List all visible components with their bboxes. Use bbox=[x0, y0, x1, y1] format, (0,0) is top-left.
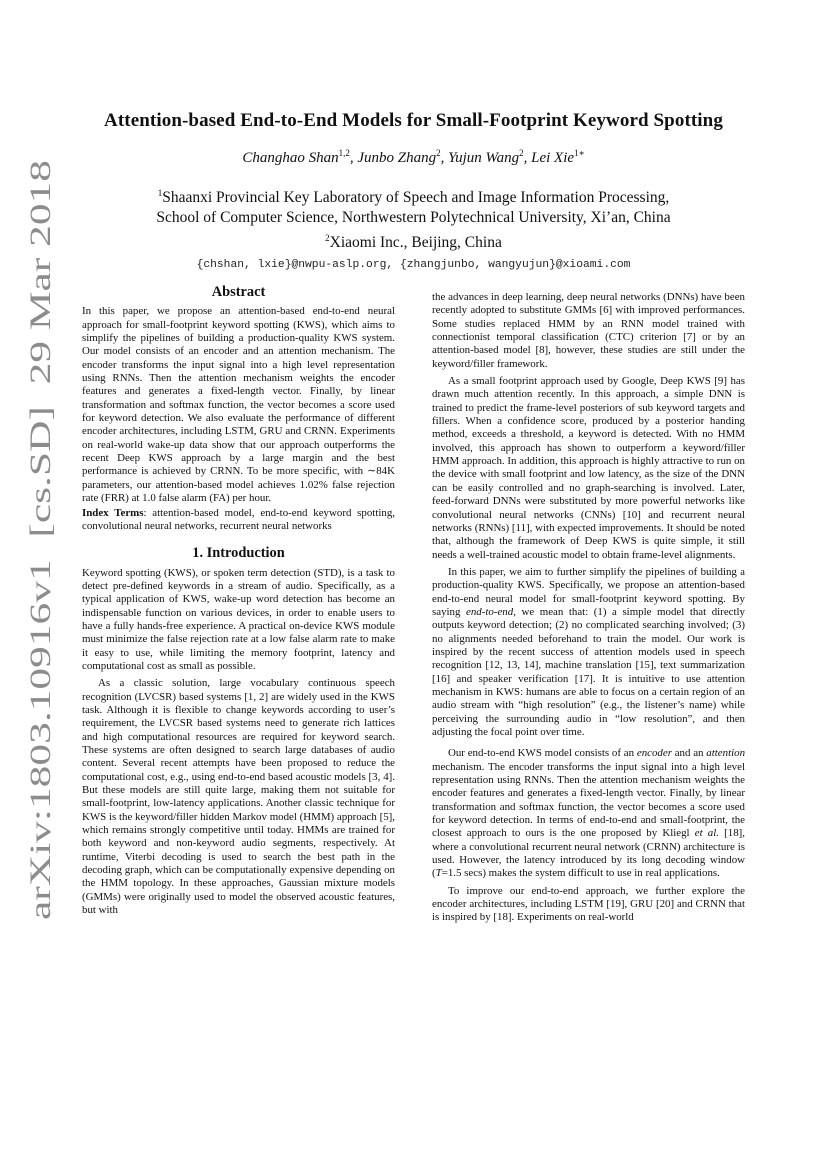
arxiv-stamp bbox=[18, 160, 60, 920]
author-separator: , bbox=[440, 150, 449, 166]
text-run: , we mean that: (1) a simple model that directly outputs keyword detection; (2) no complicated searching involved; (3) no alignments needed beforehand to train the model. Our work is inspired by the recent success of attention models used in speech recognition [12, 13, 14], machine translation [15], text summarization [16] and speaker verification [17]. It is intuitive to use attention mechanism in KWS: humans are able to focus on a certain region of an audio stream with “high resolution” (e.g., the listener’s name) while perceiving the surrounding audio in “low resolution”, and then adjusting the focal point over time. bbox=[432, 605, 745, 738]
introduction-heading: 1. Introduction bbox=[192, 545, 285, 562]
emphasis: encoder bbox=[636, 747, 672, 760]
text-run: =1.5 secs) makes the system difficult to use in real applications. bbox=[441, 867, 720, 880]
intro-paragraph: Keyword spotting (KWS), or spoken term detection (STD), is a task to detect pre-defined keywords in a stream of audio. Specifically, as a typical application of KWS, wake-up word detection has become an indispensable function on various devices, in order to enable users to have a fully hands-free experience. A practical on-device KWS module must minimize the false rejection rate at a low false alarm rate to make it easy to use, while limiting the memory footprint, latency and computational cost as small as possible. bbox=[82, 566, 395, 672]
author-separator: , bbox=[349, 150, 358, 166]
author-name: Junbo Zhang bbox=[357, 150, 437, 166]
intro-paragraph: the advances in deep learning, deep neural networks (DNNs) have been recently adopted to substitute GMMs [6] with improved performances. Some studies replaced HMM by an RNN model trained with connectionist temporal classification (CTC) criterion [7] or by an attention-based model [8], however, these studies are still under the keyword/filler framework. bbox=[432, 291, 745, 370]
text-run: In this paper, we aim to further simplify the pipelines of building a production-quality KWS. Specifically, we propose an attention-based end-to-end neural model for small-footprint keyword spotting. By saying bbox=[432, 565, 745, 618]
author-name: Yujun Wang bbox=[448, 150, 520, 166]
affiliation-text: Shaanxi Provincial Key Laboratory of Speech and Image Information Processing, bbox=[162, 189, 670, 207]
paper-header bbox=[70, 110, 757, 271]
affiliation-sup: 2 bbox=[325, 233, 330, 244]
intro-paragraph: To improve our end-to-end approach, we further explore the encoder architectures, including LSTM [19], GRU [20] and CRNN that is inspired by [18]. Experiments on real-world bbox=[432, 884, 745, 924]
author-list bbox=[70, 148, 757, 167]
author-affil-sup: 2 bbox=[519, 148, 524, 158]
author-affil-sup: 1∗ bbox=[574, 148, 585, 158]
author-separator: , bbox=[523, 150, 532, 166]
intro-paragraph: As a small footprint approach used by Google, Deep KWS [9] has drawn much attention recently. In this approach, a simple DNN is trained to predict the frame-level posteriors of sub keyword targets and fillers. When a confidence score, produced by a posterior handing method, exceeds a threshold, a keyword is detected. With no HMM involved, this approach has shown to outperform a keyword/filler HMM approach. In addition, this approach is highly attractive to run on the device with small footprint and low latency, as the size of the DNN can be easily controlled and no graph-searching is involved. Later, feed-forward DNNs were substituted by more powerful networks like convolutional neural networks (CNNs) [10] and recurrent neural networks (RNNs) [11], with expected improvements. It should be noted that, although the framework of Deep KWS is quite simple, it still needs a well-trained acoustic model to obtain frame-level alignments. bbox=[432, 375, 745, 561]
right-column bbox=[432, 291, 745, 925]
emphasis: attention bbox=[706, 747, 746, 760]
emphasis: T bbox=[435, 867, 442, 880]
author-emails: {chshan, lxie}@nwpu-aslp.org, {zhangjunbo, wangyujun}@xioami.com bbox=[196, 259, 631, 272]
author-name: Lei Xie bbox=[531, 150, 575, 166]
text-run: Our end-to-end KWS model consists of an bbox=[448, 747, 637, 760]
arxiv-stamp-text: arXiv:1803.10916v1 [cs.SD] 29 Mar 2018 bbox=[25, 403, 57, 920]
paper-title: Attention-based End-to-End Models for Small-Footprint Keyword Spotting bbox=[104, 110, 723, 131]
abstract-heading: Abstract bbox=[211, 284, 266, 300]
affiliation-line: School of Computer Science, Northwestern Polytechnical University, Xi’an, China bbox=[156, 209, 671, 227]
index-terms-text: : attention-based model, end-to-end keyword spotting, convolutional neural networks, recurrent neural networks bbox=[82, 506, 395, 532]
author-affil-sup: 2 bbox=[436, 148, 441, 158]
affiliation-sup: 1 bbox=[157, 188, 163, 198]
emphasis: et al. bbox=[694, 827, 719, 840]
intro-paragraph bbox=[432, 566, 745, 739]
index-terms-label: Index Terms bbox=[82, 506, 144, 519]
affiliation-line bbox=[70, 228, 757, 253]
text-run: and an bbox=[671, 747, 707, 760]
affiliation-text: Xiaomi Inc., Beijing, China bbox=[329, 234, 502, 252]
affiliations bbox=[70, 183, 757, 253]
left-column bbox=[82, 286, 395, 917]
author-affil-sup: 1,2 bbox=[338, 148, 350, 158]
intro-paragraph bbox=[432, 747, 745, 880]
text-run: mechanism. The encoder transforms the input signal into a high level representation using RNNs. Then the attention mechanism weights the encoder features and generates a fixed-length vector. Finally, by linear transformation and softmax function, the vector becomes a score used for keyword detection. In terms of end-to-end and small-footprint, the closest approach to ours is the one proposed by Kliegl bbox=[432, 760, 745, 840]
abstract-text: In this paper, we propose an attention-based end-to-end neural approach for small-footprint keyword spotting (KWS), which aims to simplify the pipelines of building a production-quality KWS system. Our model consists of an encoder and an attention mechanism. The encoder transforms the input signal into a high level representation using RNNs. Then the attention mechanism weights the encoder features and generates a fixed-length vector. Finally, by linear transformation and softmax function, the vector becomes a score used for keyword detection. We also evaluate the performance of different encoder architectures, including LSTM, GRU and CRNN. Experiments on real-world wake-up data show that our approach outperforms the recent Deep KWS approach by a large margin and the best performance is achieved by CRNN. To be more specific, with ∼84K parameters, our attention-based model achieves 1.02% false rejection rate (FRR) at 1.0 false alarm (FA) per hour. bbox=[82, 305, 395, 505]
author-name: Changhao Shan bbox=[242, 150, 339, 166]
intro-paragraph: As a classic solution, large vocabulary continuous speech recognition (LVCSR) based systems [1, 2] are widely used in the KWS task. Although it is flexible to change keywords according to user’s requirement, the LVCSR based systems need to generate rich lattices and high computational resources are required for keyword search. These systems are often designed to search large databases of audio content. Several recent attempts have been proposed to reduce the computational cost, e.g., using end-to-end based acoustic models [3, 4]. But these models are still quite large, making them not suitable for small-footprint, low-latency applications. Another classic technique for KWS is the keyword/filler hidden Markov model (HMM) approach [5], which remains strongly competitive until today. HMMs are trained for both keyword and non-keyword audio segments, respectively. At runtime, Viterbi decoding is used to search the best path in the decoding graph, which can be computationally expensive depending on the HMM topology. In these approaches, Gaussian mixture models (GMMs) were originally used to model the observed acoustic features, but with bbox=[82, 677, 395, 917]
index-terms bbox=[82, 507, 395, 534]
affiliation-line bbox=[70, 183, 757, 208]
text-run: [18], where a convolutional recurrent neural network (CRNN) architecture is used. However, the latency introduced by its long decoding window ( bbox=[432, 827, 745, 880]
emphasis: end-to-end bbox=[466, 605, 514, 618]
